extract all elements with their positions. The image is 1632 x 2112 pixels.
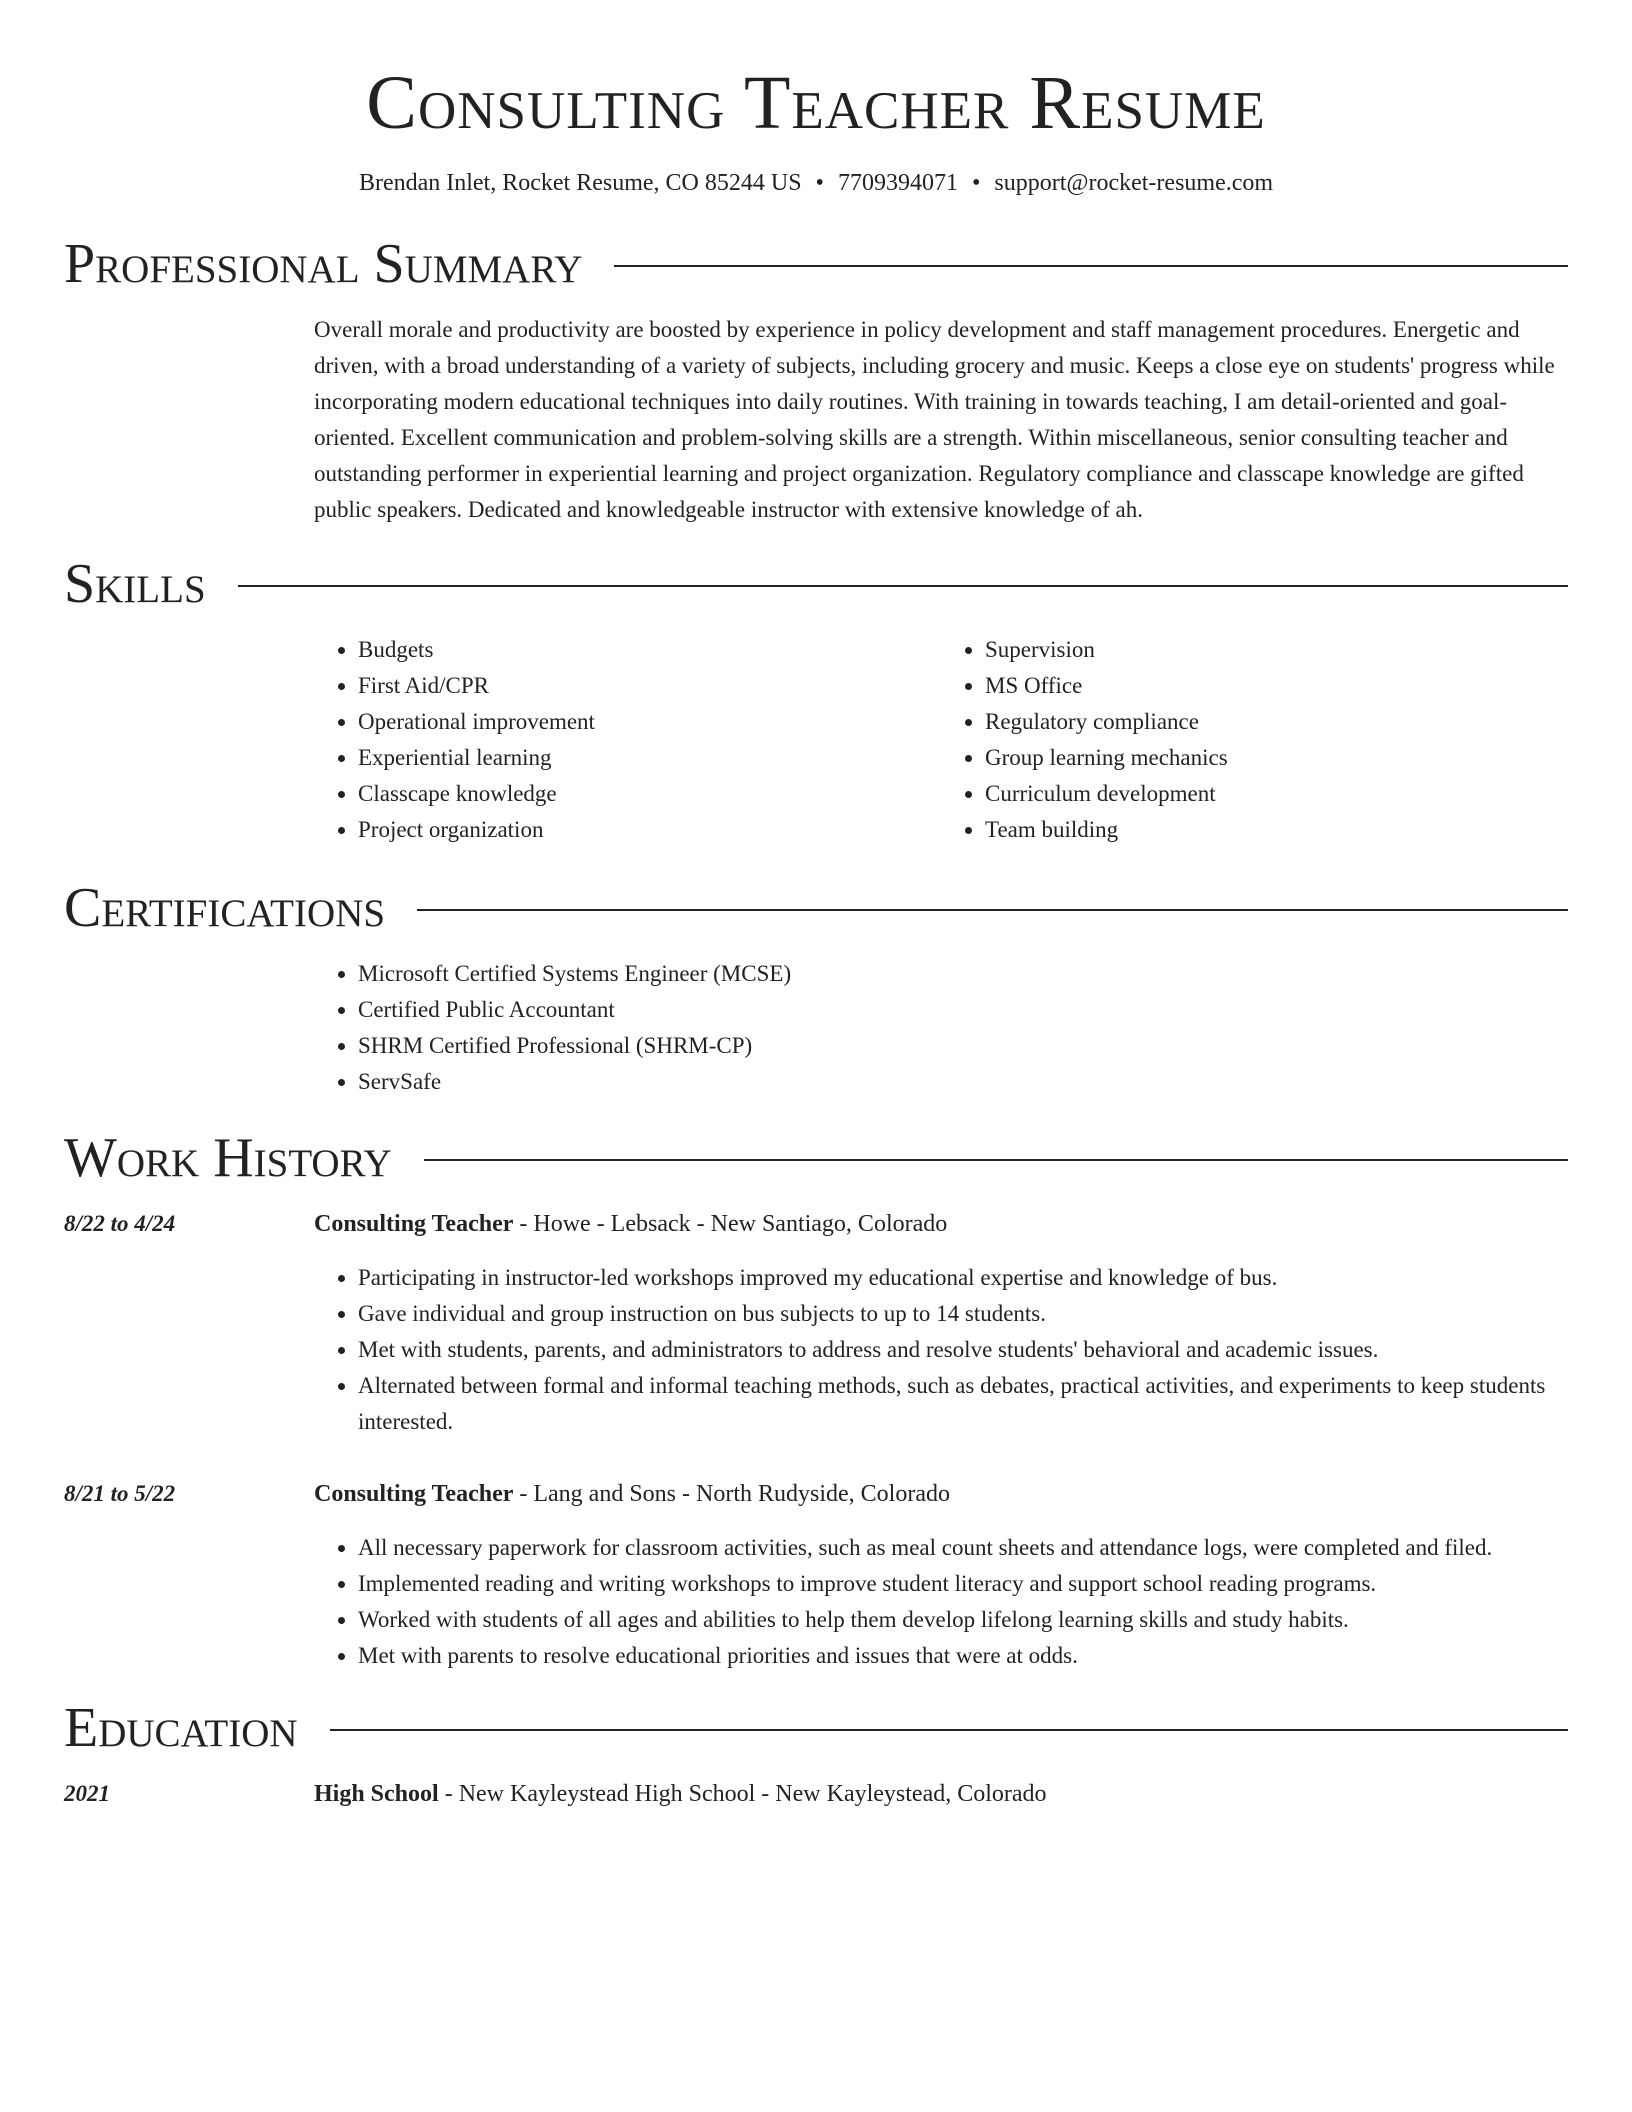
skill-item: • Classcape knowledge <box>358 776 941 812</box>
certification-item: • SHRM Certified Professional (SHRM-CP) <box>358 1028 1568 1064</box>
job-bullet: • Alternated between formal and informal teaching methods, such as debates, practical activities, and experiments to keep students interested. <box>358 1368 1568 1440</box>
summary-text: Overall morale and productivity are boosted by experience in policy development and staff management procedures. Energetic and driven, with a broad understanding of a variety of subjects, including grocery and music. Keeps a close eye on students' progress while incorporating modern educational techniques into daily routines. With training in towards teaching, I am detail-oriented and goal-oriented. Excellent communication and problem-solving skills are a strength. Within miscellaneous, senior consulting teacher and outstanding performer in experiential learning and project organization. Regulatory compliance and classcape knowledge are gifted public speakers. Dedicated and knowledgeable instructor with extensive knowledge of ah. <box>314 317 1555 522</box>
certification-item: • ServSafe <box>358 1064 1568 1100</box>
certifications-heading: Certifications <box>64 877 386 939</box>
job-dates: 8/22 to 4/24 <box>64 1211 176 1236</box>
education-content <box>314 1776 1568 1812</box>
skills-section <box>64 553 1568 848</box>
job-content <box>314 1476 1568 1674</box>
skill-item: • Experiential learning <box>358 740 941 776</box>
job-details: - Howe - Lebsack - New Santiago, Colorado <box>513 1211 948 1237</box>
job-bullet: • Implemented reading and writing workshops to improve student literacy and support school reading programs. <box>358 1566 1568 1602</box>
job-bullets <box>314 1260 1568 1440</box>
job-bullet: • Gave individual and group instruction on bus subjects to up to 14 students. <box>358 1296 1568 1332</box>
skill-item: • Project organization <box>358 812 941 848</box>
skill-item: • First Aid/CPR <box>358 668 941 704</box>
job-entry <box>64 1206 1568 1440</box>
job-title-line <box>314 1476 1568 1512</box>
job-details: - Lang and Sons - North Rudyside, Colorado <box>513 1481 950 1507</box>
skill-item: • Group learning mechanics <box>985 740 1568 776</box>
resume-title: Consulting Teacher Resume <box>366 61 1266 145</box>
skills-heading: Skills <box>64 553 206 615</box>
work-heading: Work History <box>64 1127 392 1189</box>
skill-item: • Team building <box>985 812 1568 848</box>
skills-body <box>314 632 1568 848</box>
contact-phone: 7709394071 <box>837 170 958 196</box>
skill-item: • Supervision <box>985 632 1568 668</box>
section-divider <box>238 585 1568 587</box>
education-degree: High School <box>314 1781 439 1807</box>
skills-header <box>64 553 1568 615</box>
job-content <box>314 1206 1568 1440</box>
job-bullet: • Participating in instructor-led workshops improved my educational expertise and knowledge of bus. <box>358 1260 1568 1296</box>
job-bullet: • All necessary paperwork for classroom activities, such as meal count sheets and attendance logs, were completed and filed. <box>358 1530 1568 1566</box>
job-role: Consulting Teacher <box>314 1211 514 1237</box>
education-year: 2021 <box>64 1781 110 1806</box>
contact-address: Brendan Inlet, Rocket Resume, CO 85244 US <box>358 170 802 196</box>
certifications-list <box>314 956 1568 1100</box>
education-entry <box>64 1776 1568 1812</box>
skill-item: • Budgets <box>358 632 941 668</box>
work-section <box>64 1127 1568 1674</box>
certification-item: • Microsoft Certified Systems Engineer (MCSE) <box>358 956 1568 992</box>
education-heading: Education <box>64 1697 298 1759</box>
skill-item: • Operational improvement <box>358 704 941 740</box>
contact-line <box>64 168 1568 198</box>
skills-grid <box>314 632 1568 848</box>
education-title-line <box>314 1776 1568 1812</box>
contact-email[interactable]: support@rocket-resume.com <box>994 170 1274 196</box>
job-dates: 8/21 to 5/22 <box>64 1481 176 1506</box>
certification-item: • Certified Public Accountant <box>358 992 1568 1028</box>
section-divider <box>424 1159 1568 1161</box>
job-entry <box>64 1476 1568 1674</box>
job-role: Consulting Teacher <box>314 1481 514 1507</box>
job-title-line <box>314 1206 1568 1242</box>
skill-item: • MS Office <box>985 668 1568 704</box>
summary-body <box>314 312 1568 528</box>
job-bullet: • Met with parents to resolve educational priorities and issues that were at odds. <box>358 1638 1568 1674</box>
certifications-header <box>64 877 1568 939</box>
section-divider <box>330 1729 1568 1731</box>
job-bullets <box>314 1530 1568 1674</box>
summary-heading: Professional Summary <box>64 233 583 295</box>
education-header <box>64 1697 1568 1759</box>
section-divider <box>614 265 1568 267</box>
contact-separator: • <box>971 170 981 196</box>
section-divider <box>417 909 1568 911</box>
skill-item: • Curriculum development <box>985 776 1568 812</box>
summary-section <box>64 233 1568 528</box>
certifications-body <box>314 956 1568 1100</box>
skill-item: • Regulatory compliance <box>985 704 1568 740</box>
job-bullet: • Met with students, parents, and administrators to address and resolve students' behavioral and academic issues. <box>358 1332 1568 1368</box>
summary-header <box>64 233 1568 295</box>
education-section <box>64 1697 1568 1812</box>
contact-separator: • <box>815 170 824 196</box>
job-bullet: • Worked with students of all ages and abilities to help them develop lifelong learning skills and study habits. <box>358 1602 1568 1638</box>
skills-list-left <box>314 632 941 848</box>
skills-list-right <box>941 632 1568 848</box>
education-details: - New Kayleystead High School - New Kayleystead, Colorado <box>438 1781 1047 1807</box>
certifications-section <box>64 877 1568 1100</box>
work-header <box>64 1127 1568 1189</box>
